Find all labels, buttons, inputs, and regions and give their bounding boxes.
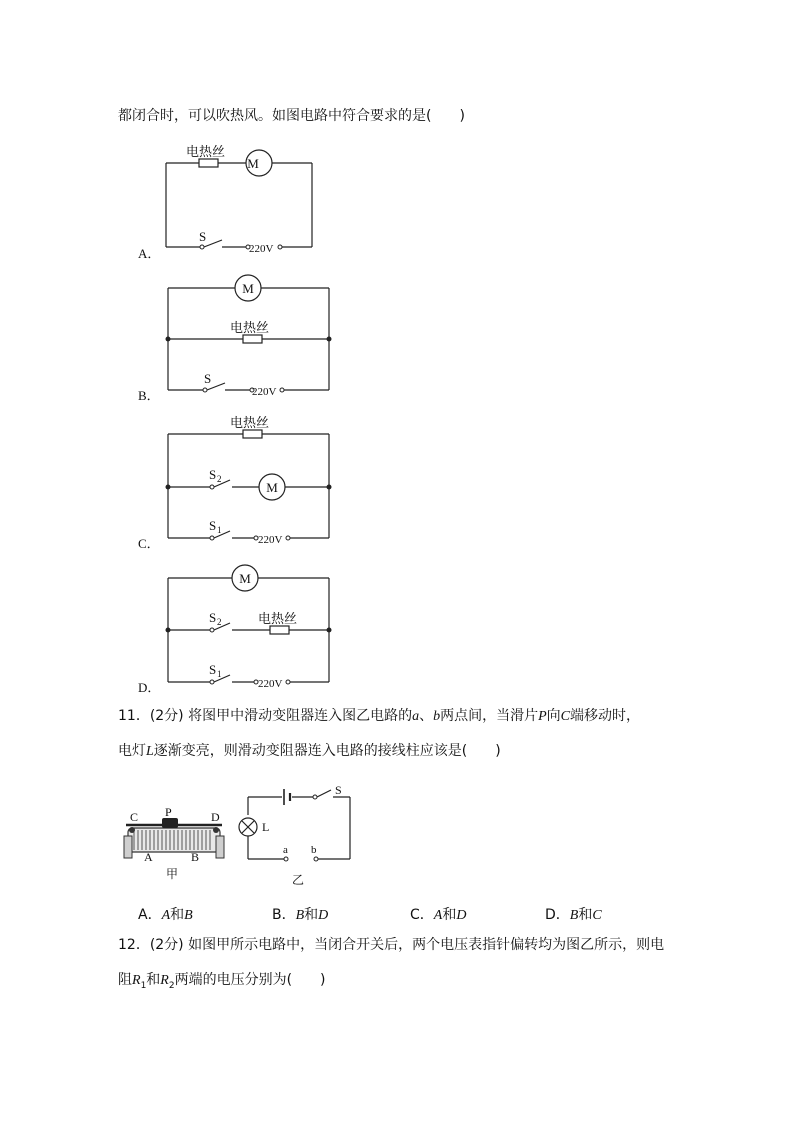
jia-P-label: P bbox=[165, 805, 172, 819]
q10-option-c[interactable]: C． bbox=[138, 536, 160, 551]
rheostat-figure bbox=[124, 818, 224, 858]
q11-option-d[interactable]: D．B和C bbox=[545, 907, 602, 923]
heater-label-a: 电热丝 bbox=[186, 145, 226, 160]
voltage-label-d: 220V bbox=[258, 678, 283, 690]
q12-stem-line1: 12．(2分) 如图甲所示电路中，当闭合开关后，两个电压表指针偏转均为图乙所示，则电 bbox=[118, 937, 665, 953]
switch-label-a: S bbox=[199, 229, 207, 244]
q10-stem-tail: 都闭合时，可以吹热风。如图电路中符合要求的是( ) bbox=[118, 108, 465, 124]
heater-resistor-b bbox=[243, 335, 262, 343]
switch1-sub-c: 1 bbox=[217, 525, 222, 535]
jia-D-label: D bbox=[211, 810, 220, 824]
q11-stem-line2: 电灯L逐渐变亮，则滑动变阻器连入电路的接线柱应该是( ) bbox=[118, 743, 501, 759]
switch-a bbox=[204, 240, 222, 247]
q11-stem-line1: 11．(2分) 将图甲中滑动变阻器连入图乙电路的a、b两点间，当滑片P向C端移动时， bbox=[118, 708, 641, 724]
yi-S-label: S bbox=[335, 783, 342, 797]
motor-label-c: M bbox=[266, 480, 278, 495]
voltage-label-b: 220V bbox=[252, 386, 277, 398]
jia-C-label: C bbox=[130, 810, 139, 824]
switch2-label-c: S bbox=[209, 467, 217, 482]
jia-caption: 甲 bbox=[166, 867, 179, 881]
q11-option-c[interactable]: C．A和D bbox=[410, 907, 467, 923]
motor-label-d: M bbox=[239, 571, 251, 586]
switch1-label-c: S bbox=[209, 518, 217, 533]
switch2-sub-c: 2 bbox=[217, 474, 222, 484]
motor-label-b: M bbox=[242, 281, 254, 296]
voltage-label-c: 220V bbox=[258, 534, 283, 546]
yi-caption: 乙 bbox=[292, 873, 305, 887]
heater-resistor-c bbox=[243, 430, 262, 438]
q11-option-b[interactable]: B．B和D bbox=[272, 907, 329, 923]
switch-label-b: S bbox=[204, 371, 212, 386]
heater-label-d: 电热丝 bbox=[258, 612, 298, 627]
jia-A-label: A bbox=[144, 850, 153, 864]
q11-option-a[interactable]: A．A和B bbox=[138, 907, 193, 923]
heater-resistor-a bbox=[199, 159, 218, 167]
heater-label-c: 电热丝 bbox=[230, 416, 270, 431]
yi-circuit bbox=[239, 789, 350, 859]
q10-option-b[interactable]: B． bbox=[138, 388, 160, 403]
voltage-label-a: 220V bbox=[249, 243, 274, 255]
yi-b-label: b bbox=[311, 844, 317, 856]
heater-resistor-d bbox=[270, 626, 289, 634]
motor-label-a: M bbox=[247, 156, 259, 171]
q12-stem-line2: 阻$R_1$和$R_2$两端的电压分别为( ) bbox=[118, 972, 326, 991]
q10-option-a[interactable]: A． bbox=[138, 246, 161, 261]
yi-L-label: L bbox=[262, 820, 270, 834]
switch1-label-d: S bbox=[209, 662, 217, 677]
switch2-label-d: S bbox=[209, 610, 217, 625]
heater-label-b: 电热丝 bbox=[230, 321, 270, 336]
switch1-sub-d: 1 bbox=[217, 669, 222, 679]
yi-a-label: a bbox=[283, 844, 288, 856]
jia-B-label: B bbox=[191, 850, 200, 864]
q10-option-d[interactable]: D． bbox=[138, 680, 161, 695]
switch2-sub-d: 2 bbox=[217, 617, 222, 627]
